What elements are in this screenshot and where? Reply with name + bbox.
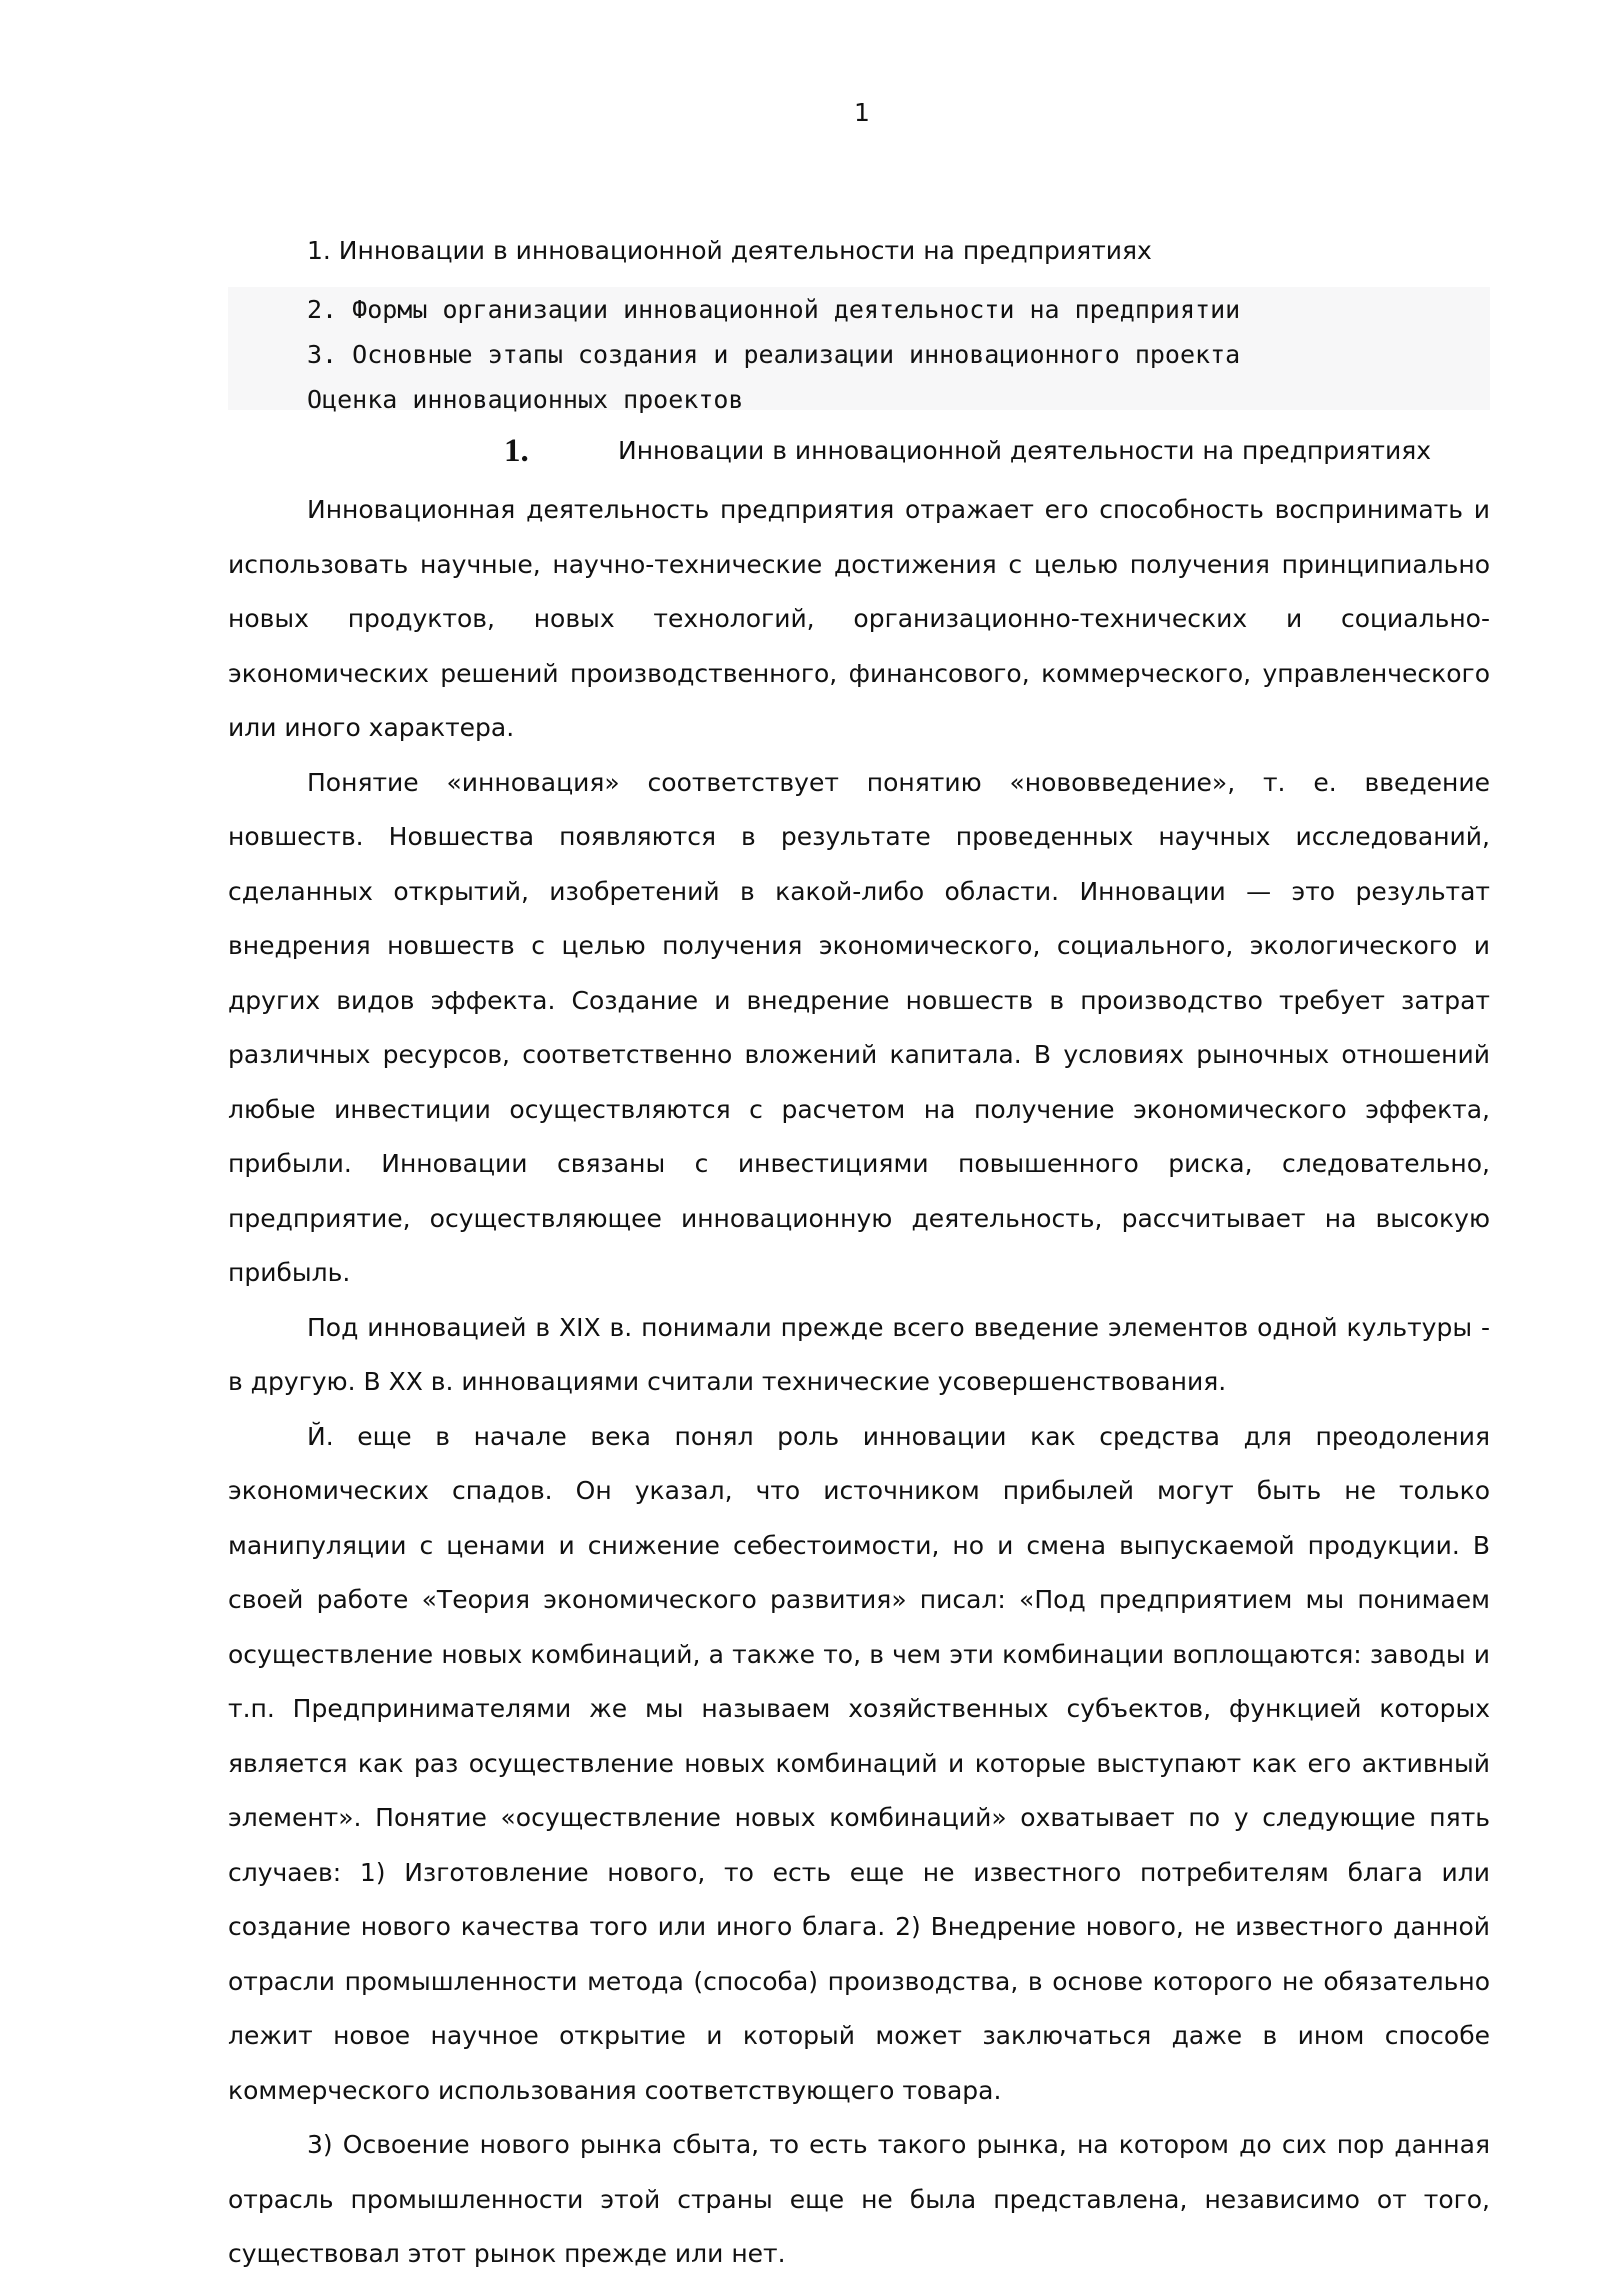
page-number: 1 xyxy=(854,98,870,127)
toc-item-4: Оценка инновационных проектов xyxy=(307,385,744,414)
paragraph: Инновационная деятельность предприятия отражает его способность воспринимать и использовать научные, научно-технические достижения с целью получения принципиально новых продуктов, новых технологий, организационно-технических и социально-экономических решений производственного, финансового, коммерческого, управленческого или иного характера. xyxy=(228,495,1490,742)
paragraph: Понятие «инновация» соответствует понятию «нововведение», т. е. введение новшеств. Новшества появляются в результате проведенных научных исследований, сделанных открытий, изобретений в какой-либо области. Инновации — это результат внедрения новшеств с целью получения экономического, социального, экологического и других видов эффекта. Создание и внедрение новшеств в производство требует затрат различных ресурсов, соответственно вложений капитала. В условиях рыночных отношений любые инвестиции осуществляются с расчетом на получение экономического эффекта, прибыли. Инновации связаны с инвестициями повышенного риска, следовательно, предприятие, осуществляющее инновационную деятельность, рассчитывает на высокую прибыль. xyxy=(228,767,1490,1287)
section-heading xyxy=(228,428,1490,474)
toc-item-1: 1. Инновации в инновационной деятельности на предприятиях xyxy=(307,236,1152,265)
section-title: Инновации в инновационной деятельности на предприятиях xyxy=(618,436,1432,465)
paragraph: Под инновацией в XIX в. понимали прежде всего введение элементов одной культуры - в другую. В XX в. инновациями считали технические усовершенствования. xyxy=(228,1312,1490,1396)
toc-code-block xyxy=(228,287,1490,414)
paragraph: Й. еще в начале века понял роль инновации как средства для преодоления экономических спадов. Он указал, что источником прибылей могут быть не только манипуляции с ценами и снижение себестоимости, но и смена выпускаемой продукции. В своей работе «Теория экономического развития» писал: «Под предприятием мы понимаем осуществление новых комбинаций, а также то, в чем эти комбинации воплощаются: заводы и т.п. Предпринимателями же мы называем хозяйственных субъектов, функцией которых является как раз осуществление новых комбинаций и которые выступают как его активный элемент». Понятие «осуществление новых комбинаций» охватывает по у следующие пять случаев: 1) Изготовление нового, то есть еще не известного потребителям блага или создание нового качества того или иного блага. 2) Внедрение нового, не известного данной отрасли промышленности метода (способа) производства, в основе которого не обязательно лежит новое научное открытие и который может заключаться даже в ином способе коммерческого использования соответствующего товара. xyxy=(228,1421,1490,2105)
toc-item-3: 3. Основные этапы создания и реализации инновационного проекта xyxy=(307,340,1241,369)
section-number: 1. xyxy=(504,433,529,469)
toc-item-2: 2. Формы организации инновационной деятельности на предприятии xyxy=(307,295,1241,324)
paragraph: 3) Освоение нового рынка сбыта, то есть такого рынка, на котором до сих пор данная отрасль промышленности этой страны еще не была представлена, независимо от того, существовал этот рынок прежде или нет. xyxy=(228,2130,1490,2268)
body-text xyxy=(228,483,1490,2282)
